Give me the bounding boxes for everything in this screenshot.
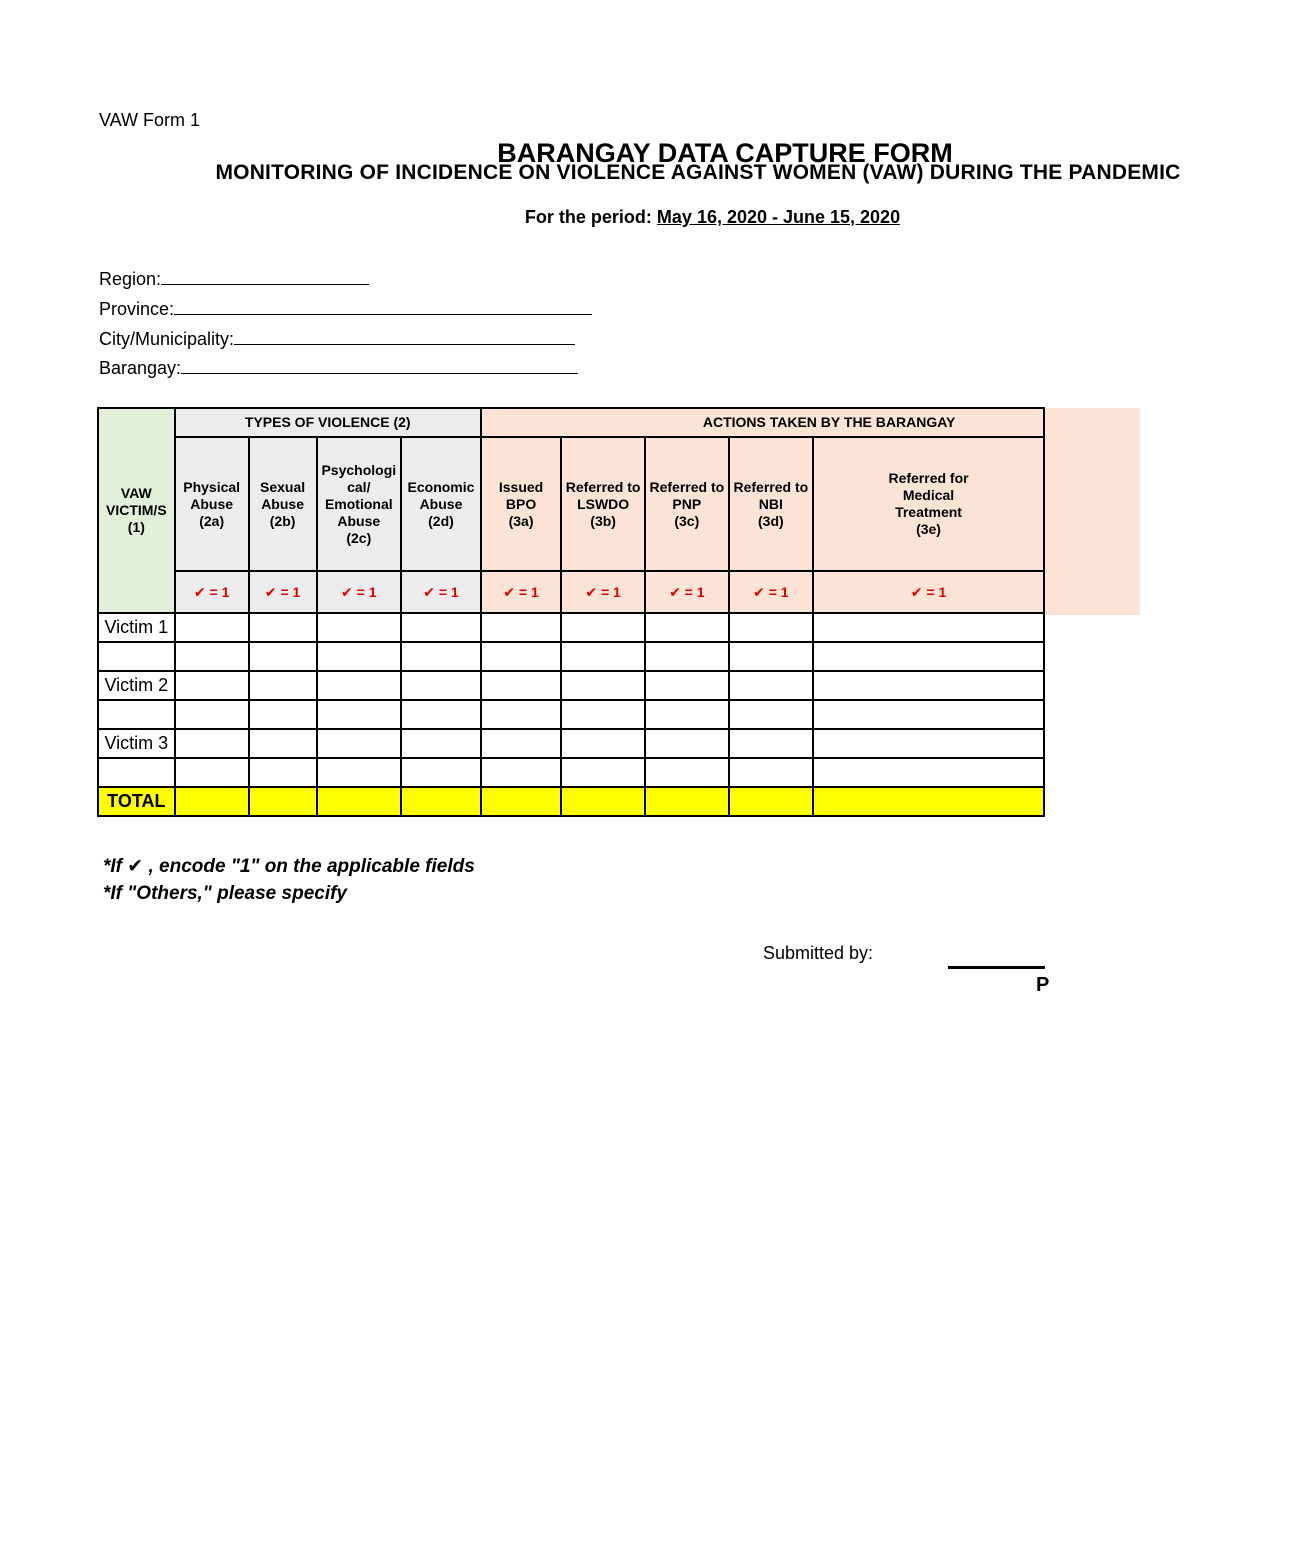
- form-title: BARANGAY DATA CAPTURE FORM: [497, 138, 953, 168]
- signature-line[interactable]: [948, 966, 1045, 969]
- submitted-by-label: Submitted by:: [763, 943, 874, 963]
- victims-header-line: VICTIM/S: [105, 502, 167, 518]
- column-header-line: (2d): [428, 512, 454, 529]
- column-header-line: Physical: [183, 478, 241, 495]
- data-cell[interactable]: [317, 729, 402, 758]
- check-legend: ✔ = 1: [645, 571, 729, 613]
- data-cell[interactable]: [645, 758, 729, 787]
- city-label: City/Municipality:: [99, 329, 235, 349]
- column-header-line: Abuse: [337, 512, 381, 529]
- data-cell[interactable]: [645, 671, 729, 700]
- data-cell[interactable]: [175, 642, 249, 671]
- data-cell[interactable]: [249, 758, 317, 787]
- city-field[interactable]: [99, 328, 575, 350]
- data-cell[interactable]: [645, 700, 729, 729]
- vaw-table-container: [97, 407, 1045, 823]
- header-row-columns: [98, 437, 1044, 571]
- data-cell[interactable]: [729, 700, 813, 729]
- form-label: VAW Form 1: [99, 110, 201, 130]
- column-header-line: LSWDO: [577, 495, 630, 512]
- total-cell[interactable]: [481, 787, 561, 816]
- column-header-line: (2c): [346, 529, 372, 546]
- data-cell[interactable]: [317, 642, 402, 671]
- column-header-line: Referred for: [888, 470, 969, 486]
- column-header-line: (2a): [199, 512, 225, 529]
- data-cell[interactable]: [249, 729, 317, 758]
- total-row: [98, 787, 1044, 816]
- data-cell[interactable]: [175, 700, 249, 729]
- header-row-groups: [98, 408, 1044, 437]
- column-header-line: Treatment: [895, 504, 962, 520]
- data-cell[interactable]: [561, 758, 645, 787]
- total-cell[interactable]: [175, 787, 249, 816]
- check-legend: ✔ = 1: [813, 571, 1044, 613]
- data-cell[interactable]: [175, 671, 249, 700]
- data-cell[interactable]: [175, 729, 249, 758]
- victim-row: [98, 758, 1044, 787]
- victim-label: [98, 642, 175, 671]
- data-cell[interactable]: [317, 613, 402, 642]
- total-cell[interactable]: [249, 787, 317, 816]
- column-header: [645, 437, 729, 571]
- column-header-line: (2b): [269, 512, 296, 529]
- period-label: For the period:: [524, 207, 652, 227]
- signature-name-partial: P: [1036, 974, 1050, 996]
- data-cell[interactable]: [249, 700, 317, 729]
- form-subtitle: MONITORING OF INCIDENCE ON VIOLENCE AGAINST WOMEN (VAW) DURING THE PANDEMIC: [215, 161, 1181, 184]
- data-cell[interactable]: [175, 613, 249, 642]
- column-header-line: (3a): [508, 512, 534, 529]
- column-header-line: Economic: [407, 478, 475, 495]
- province-field[interactable]: [99, 298, 592, 320]
- period-value: May 16, 2020 - June 15, 2020: [656, 207, 901, 227]
- types-of-violence-header: TYPES OF VIOLENCE (2): [175, 408, 481, 437]
- data-cell[interactable]: [561, 729, 645, 758]
- column-header-line: Emotional: [324, 495, 393, 512]
- data-cell[interactable]: [729, 671, 813, 700]
- data-cell[interactable]: [317, 700, 402, 729]
- data-cell[interactable]: [729, 642, 813, 671]
- column-header-line: (3d): [758, 512, 784, 529]
- total-cell[interactable]: [401, 787, 481, 816]
- barangay-field[interactable]: [99, 357, 578, 379]
- barangay-label: Barangay:: [99, 358, 182, 378]
- data-cell[interactable]: [481, 700, 561, 729]
- check-legend: ✔ = 1: [175, 571, 249, 613]
- victim-row: [98, 642, 1044, 671]
- check-legend: ✔ = 1: [401, 571, 481, 613]
- data-cell[interactable]: [645, 642, 729, 671]
- check-legend: ✔ = 1: [561, 571, 645, 613]
- column-header-line: Abuse: [261, 495, 304, 512]
- column-header: [813, 437, 1044, 571]
- victim-row: [98, 700, 1044, 729]
- data-cell[interactable]: [249, 613, 317, 642]
- data-cell[interactable]: [401, 671, 481, 700]
- column-header: [401, 437, 481, 571]
- data-cell[interactable]: [481, 642, 561, 671]
- data-cell[interactable]: [481, 729, 561, 758]
- column-header-line: PNP: [672, 495, 702, 512]
- column-header-line: Issued BPO: [498, 478, 544, 512]
- column-header: [729, 437, 813, 571]
- region-input-line[interactable]: [161, 268, 369, 285]
- data-cell[interactable]: [561, 700, 645, 729]
- victims-header: [98, 408, 175, 613]
- data-cell[interactable]: [481, 613, 561, 642]
- barangay-input-line[interactable]: [181, 357, 578, 374]
- victim-label: Victim 2: [98, 671, 175, 700]
- column-header: [561, 437, 645, 571]
- column-header-line: Referred to: [733, 478, 809, 495]
- vaw-data-table: [97, 407, 1045, 817]
- total-cell[interactable]: [729, 787, 813, 816]
- victim-label: Victim 3: [98, 729, 175, 758]
- city-input-line[interactable]: [234, 328, 575, 345]
- column-header-line: Referred to: [565, 478, 641, 495]
- data-cell[interactable]: [401, 758, 481, 787]
- check-legend: ✔ = 1: [481, 571, 561, 613]
- data-cell[interactable]: [481, 671, 561, 700]
- check-legend: ✔ = 1: [317, 571, 402, 613]
- data-cell[interactable]: [813, 729, 1044, 758]
- data-cell[interactable]: [175, 758, 249, 787]
- column-header-line: NBI: [758, 495, 783, 512]
- victims-header-line: (1): [127, 519, 145, 535]
- column-header-line: Sexual: [260, 478, 306, 495]
- data-cell[interactable]: [317, 758, 402, 787]
- note-check-instruction: *If ✔ , encode "1" on the applicable fields: [103, 856, 475, 877]
- victim-label: [98, 700, 175, 729]
- data-cell[interactable]: [729, 758, 813, 787]
- column-header-line: Referred to: [649, 478, 725, 495]
- data-cell[interactable]: [645, 613, 729, 642]
- region-label: Region:: [99, 269, 162, 289]
- column-header-line: cal/: [347, 478, 371, 495]
- total-cell[interactable]: [813, 787, 1044, 816]
- column-header-line: Medical: [902, 487, 955, 503]
- data-cell[interactable]: [729, 729, 813, 758]
- note-others-instruction: *If "Others," please specify: [103, 883, 348, 904]
- total-cell[interactable]: [645, 787, 729, 816]
- header-row-check-legend: [98, 571, 1044, 613]
- data-cell[interactable]: [813, 671, 1044, 700]
- victim-row: [98, 729, 1044, 758]
- province-label: Province:: [99, 299, 175, 319]
- data-cell[interactable]: [317, 671, 402, 700]
- total-label: TOTAL: [98, 787, 175, 816]
- region-field[interactable]: [99, 268, 369, 290]
- column-header: [175, 437, 249, 571]
- check-legend: ✔ = 1: [729, 571, 813, 613]
- data-cell[interactable]: [401, 613, 481, 642]
- data-cell[interactable]: [401, 642, 481, 671]
- data-cell[interactable]: [561, 671, 645, 700]
- data-cell[interactable]: [561, 642, 645, 671]
- province-input-line[interactable]: [174, 298, 592, 315]
- total-cell[interactable]: [317, 787, 402, 816]
- actions-header-overflow: [1044, 408, 1140, 615]
- column-header: [317, 437, 402, 571]
- data-cell[interactable]: [813, 642, 1044, 671]
- data-cell[interactable]: [645, 729, 729, 758]
- column-header-line: Abuse: [419, 495, 463, 512]
- data-cell[interactable]: [481, 758, 561, 787]
- data-cell[interactable]: [813, 758, 1044, 787]
- actions-taken-header: ACTIONS TAKEN BY THE BARANGAY: [481, 408, 1044, 437]
- victim-label: [98, 758, 175, 787]
- data-cell[interactable]: [249, 642, 317, 671]
- total-cell[interactable]: [561, 787, 645, 816]
- check-legend: ✔ = 1: [249, 571, 317, 613]
- data-cell[interactable]: [813, 700, 1044, 729]
- column-header: [481, 437, 561, 571]
- data-cell[interactable]: [249, 671, 317, 700]
- column-header: [249, 437, 317, 571]
- victim-label: Victim 1: [98, 613, 175, 642]
- data-cell[interactable]: [729, 613, 813, 642]
- data-cell[interactable]: [401, 700, 481, 729]
- column-header-line: Psychologi: [321, 461, 397, 478]
- column-header-line: Abuse: [190, 495, 234, 512]
- data-cell[interactable]: [401, 729, 481, 758]
- data-cell[interactable]: [561, 613, 645, 642]
- victims-header-line: VAW: [120, 485, 152, 501]
- column-header-line: (3c): [674, 512, 700, 529]
- data-cell[interactable]: [813, 613, 1044, 642]
- victim-row: [98, 613, 1044, 642]
- victim-row: [98, 671, 1044, 700]
- column-header-line: (3e): [916, 521, 941, 537]
- period-line: [300, 207, 1125, 228]
- column-header-line: (3b): [590, 512, 616, 529]
